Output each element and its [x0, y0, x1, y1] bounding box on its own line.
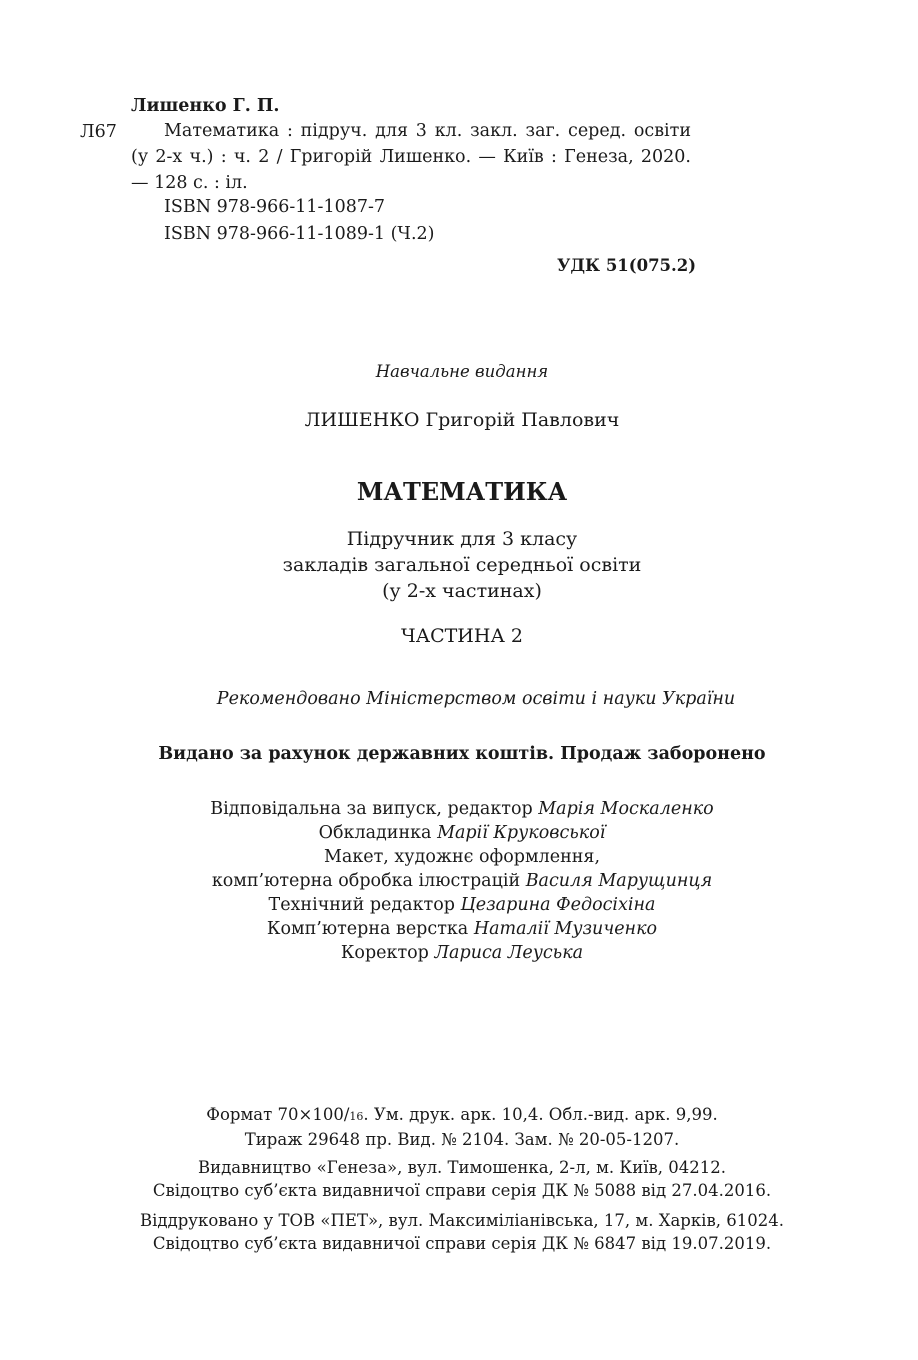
author-full-name: ЛИШЕНКО Григорій Павлович — [304, 409, 620, 431]
credit-role: Комп’ютерна верстка — [266, 919, 474, 939]
udk-code: УДК 51(075.2) — [557, 256, 697, 275]
book-subtitle — [0, 526, 918, 604]
format-line — [0, 1103, 918, 1128]
print-details — [0, 1103, 918, 1151]
format-rest: . Ум. друк. арк. 10,4. Обл.-вид. арк. 9,99. — [363, 1105, 718, 1124]
credit-person: Василя Марущинця — [525, 871, 713, 891]
credit-line — [0, 845, 918, 869]
format-prefix: Формат 70×100/ — [206, 1105, 350, 1124]
credit-line — [0, 797, 918, 821]
subtitle-line: закладів загальної середньої освіти — [282, 554, 642, 576]
isbn-line: ISBN 978-966-11-1089-1 (Ч.2) — [164, 224, 435, 244]
circulation-line: Тираж 29648 пр. Вид. № 2104. Зам. № 20-05-1207. — [244, 1130, 680, 1149]
bibliographic-description: Математика : підруч. для 3 кл. закл. заг. серед. освіти (у 2-х ч.) : ч. 2 / Григорій Лишенко. — Київ : Генеза, 2020. — 128 с. : іл. — [131, 121, 691, 193]
printer-certificate: Свідоцтво суб’єкта видавничої справи серія ДК № 6847 від 19.07.2019. — [152, 1234, 772, 1253]
book-title: МАТЕМАТИКА — [356, 477, 568, 506]
credit-role: Обкладинка — [318, 823, 438, 843]
printer-info — [0, 1209, 918, 1255]
subtitle-line: (у 2-х частинах) — [382, 580, 542, 602]
recommendation-note: Рекомендовано Міністерством освіти і науки України — [216, 689, 736, 709]
credit-line — [0, 869, 918, 893]
credit-person: Марія Москаленко — [538, 799, 714, 819]
credit-line — [0, 917, 918, 941]
credit-role: Технічний редактор — [268, 895, 461, 915]
credit-person: Лариса Леуська — [434, 943, 584, 963]
credit-line — [0, 941, 918, 965]
credit-person: Марії Круковської — [437, 823, 606, 843]
financing-note: Видано за рахунок державних коштів. Продаж заборонено — [158, 744, 766, 764]
credit-role: Відповідальна за випуск, редактор — [210, 799, 539, 819]
credits-list — [0, 797, 918, 965]
credit-line — [0, 893, 918, 917]
author-short: Лишенко Г. П. — [131, 96, 280, 116]
catalog-code: Л67 — [80, 122, 117, 142]
credit-person: Цезарина Федосіхіна — [460, 895, 656, 915]
publisher-certificate: Свідоцтво суб’єкта видавничої справи серія ДК № 5088 від 27.04.2016. — [152, 1181, 772, 1200]
format-fraction: 16 — [349, 1110, 364, 1123]
book-part: ЧАСТИНА 2 — [401, 625, 523, 647]
printer-address: Віддруковано у ТОВ «ПЕТ», вул. Максиміліанівська, 17, м. Харків, 61024. — [140, 1211, 784, 1230]
isbn-line: ISBN 978-966-11-1087-7 — [164, 197, 386, 217]
publisher-info — [0, 1156, 918, 1202]
credit-person: Наталії Музиченко — [473, 919, 658, 939]
credit-role: комп’ютерна обробка ілюстрацій — [211, 871, 526, 891]
subtitle-line: Підручник для 3 класу — [346, 528, 578, 550]
edition-type: Навчальне видання — [375, 362, 549, 381]
credit-role: Коректор — [340, 943, 435, 963]
credit-role: Макет, художнє оформлення, — [323, 847, 601, 867]
credit-line — [0, 821, 918, 845]
publisher-address: Видавництво «Генеза», вул. Тимошенка, 2-л, м. Київ, 04212. — [198, 1158, 726, 1177]
